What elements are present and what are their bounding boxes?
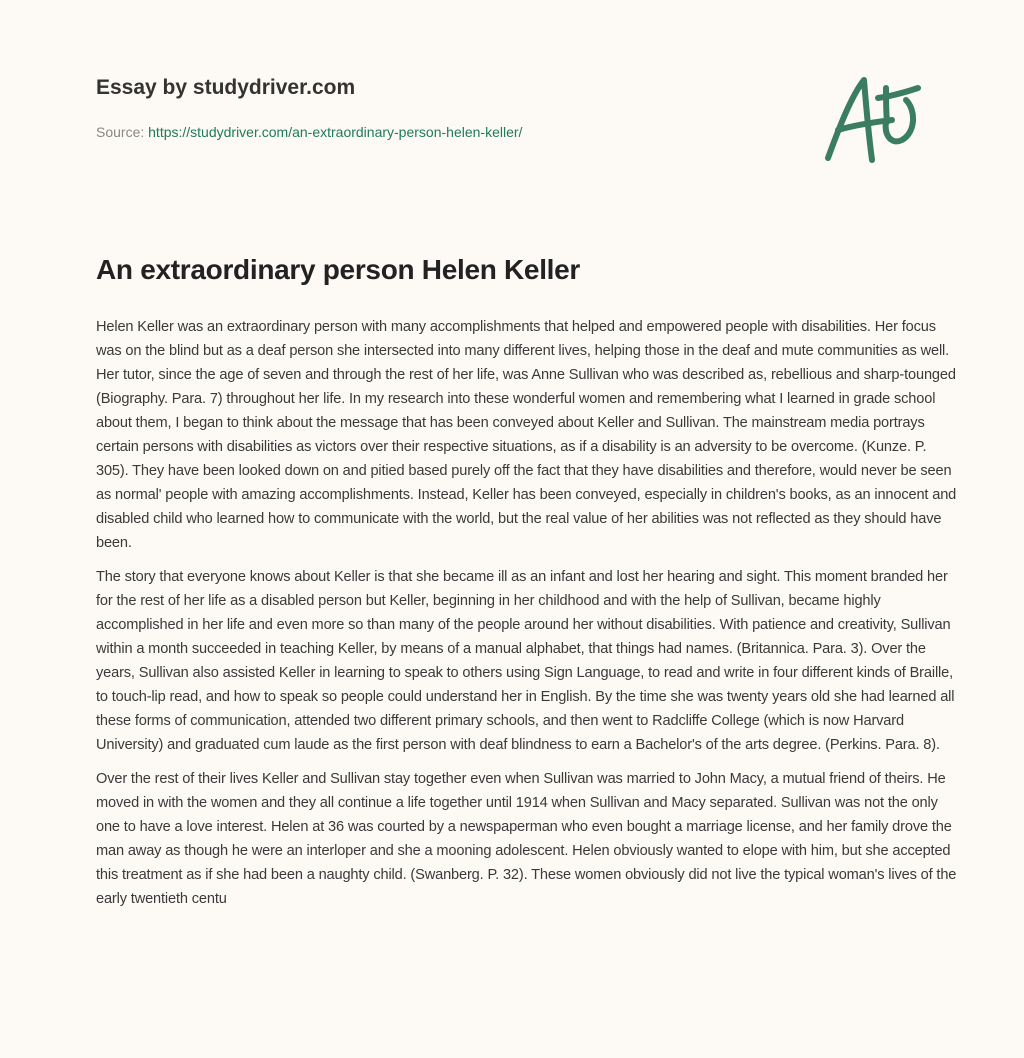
essay-title: An extraordinary person Helen Keller (96, 254, 581, 285)
source-label: Source: (96, 124, 149, 140)
essay-paragraph: The story that everyone knows about Keller is that she became ill as an infant and lost her hearing and sight. This moment branded her for the rest of her life as a disabled person but Keller, beginning in her childhood and with the help of Sullivan, became highly accomplished in her life and even more so than many of the people around her without disabilities. With patience and creativity, Sullivan within a month succeeded in teaching Keller, by means of a manual alphabet, that things had names. (Britannica. Para. 3). Over the years, Sullivan also assisted Keller in learning to speak to others using Sign Language, to read and write in four different kinds of Braille, to touch-lip read, and how to speak so people could understand her in English. By the time she was twenty years old she had learned all these forms of communication, attended two different primary schools, and then went to Radcliffe College (which is now Harvard University) and graduated cum laude as the first person with deaf blindness to earn a Bachelor's of the arts degree. (Perkins. Para. 8). (96, 569, 955, 753)
source-line (96, 124, 522, 140)
essay-paragraph: Over the rest of their lives Keller and Sullivan stay together even when Sullivan was married to John Macy, a mutual friend of theirs. He moved in with the women and they all continue a life together until 1914 when Sullivan and Macy separated. Sullivan was not the only one to have a love interest. Helen at 36 was courted by a newspaperman who even bought a marriage license, and her family drove the man away as though he were an interloper and she a mooning adolescent. Helen obviously wanted to elope with him, but she accepted this treatment as if she had been a naughty child. (Swanberg. P. 32). These women obviously did not live the typical woman's lives of the early twentieth centu (96, 771, 957, 907)
a-plus-logo-icon (820, 70, 930, 170)
site-brand: Essay by studydriver.com (96, 76, 356, 99)
source-link[interactable]: https://studydriver.com/an-extraordinary-person-helen-keller/ (148, 124, 523, 140)
essay-body (96, 315, 958, 921)
essay-paragraph: Helen Keller was an extraordinary person with many accomplishments that helped and empowered people with disabilities. Her focus was on the blind but as a deaf person she intersected into many different lives, helping those in the deaf and mute communities as well. Her tutor, since the age of seven and through the rest of her life, was Anne Sullivan who was described as, rebellious and sharp-tounged (Biography. Para. 7) throughout her life. In my research into these wonderful women and remembering what I learned in grade school about them, I began to think about the message that has been conveyed about Keller and Sullivan. The mainstream media portrays certain persons with disabilities as victors over their respective situations, as if a disability is an adversity to be overcome. (Kunze. P. 305). They have been looked down on and pitied based purely off the fact that they have disabilities and therefore, would never be seen as normal' people with amazing accomplishments. Instead, Keller has been conveyed, especially in children's books, as an innocent and disabled child who learned how to communicate with the world, but the real value of her abilities was not reflected as they should have been. (96, 319, 957, 551)
